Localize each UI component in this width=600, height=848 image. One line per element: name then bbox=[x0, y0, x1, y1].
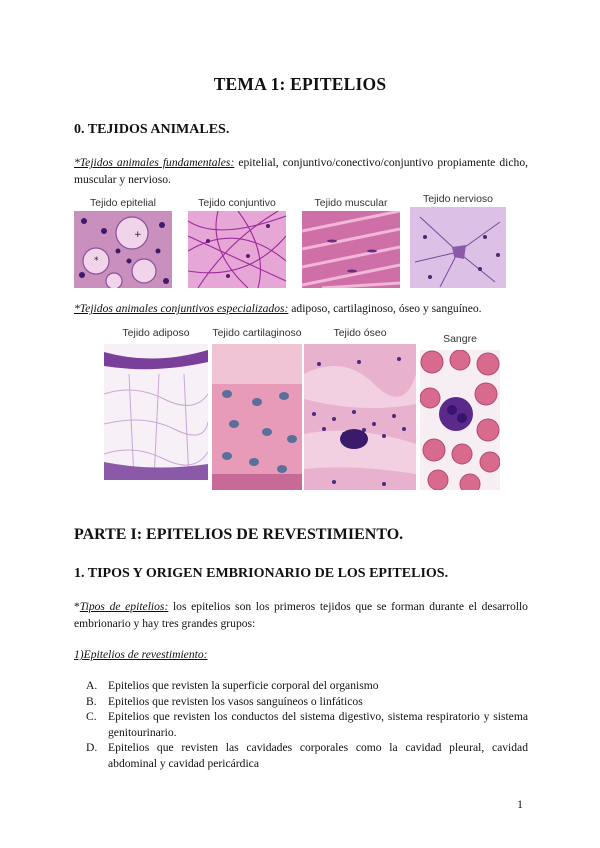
caption-tejido-muscular: Tejido muscular bbox=[302, 196, 400, 211]
list-item bbox=[86, 709, 528, 740]
image-tejido-conjuntivo bbox=[188, 196, 286, 288]
list-revestimiento bbox=[86, 678, 528, 771]
image-tejido-nervioso bbox=[410, 192, 506, 288]
asterisk: * bbox=[74, 600, 80, 613]
list-item bbox=[86, 694, 528, 710]
list-item-text: Epitelios que revisten los vasos sanguíneos o linfáticos bbox=[108, 694, 363, 708]
list-marker: A. bbox=[86, 679, 98, 692]
list-item-text: Epitelios que revisten las cavidades corporales como la cavidad pleural, cavidad abdominal y cavidad pericárdica bbox=[108, 741, 528, 770]
list-item-text: Epitelios que revisten los conductos del sistema digestivo, sistema respiratorio y sistema genitourinario. bbox=[108, 710, 528, 739]
section-heading-tipos: 1. TIPOS Y ORIGEN EMBRIONARIO DE LOS EPITELIOS. bbox=[74, 566, 449, 581]
paragraph-especializados bbox=[74, 300, 528, 317]
image-tejido-muscular bbox=[302, 196, 400, 288]
group-1-label-text: 1)Epitelios de revestimiento: bbox=[74, 648, 208, 661]
list-item-text: Epitelios que revisten la superficie corporal del organismo bbox=[108, 679, 379, 692]
paragraph-fundamental bbox=[74, 154, 528, 188]
label-fundamental: *Tejidos animales fundamentales: bbox=[74, 156, 235, 169]
svg-text:*: * bbox=[94, 256, 99, 266]
list-marker: C. bbox=[86, 710, 97, 723]
label-grupo-1 bbox=[74, 646, 528, 663]
text-especializados: adiposo, cartilaginoso, óseo y sanguíneo. bbox=[288, 302, 482, 315]
list-marker: D. bbox=[86, 741, 98, 754]
image-tejido-epitelial bbox=[74, 196, 172, 288]
list-item bbox=[86, 740, 528, 771]
image-tejido-adiposo bbox=[104, 326, 208, 480]
caption-tejido-epitelial: Tejido epitelial bbox=[74, 196, 172, 211]
page-title: TEMA 1: EPITELIOS bbox=[213, 74, 387, 94]
caption-tejido-cartilaginoso: Tejido cartilaginoso bbox=[212, 326, 302, 344]
list-marker: B. bbox=[86, 694, 97, 708]
part-heading: PARTE I: EPITELIOS DE REVESTIMIENTO. bbox=[74, 526, 404, 543]
image-sangre bbox=[420, 332, 500, 490]
text-tipos: los epitelios son los primeros tejidos que se forman durante el desarrollo embrionario y hay tres grandes grupos: bbox=[74, 600, 528, 630]
caption-tejido-nervioso: Tejido nervioso bbox=[410, 192, 506, 207]
caption-tejido-conjuntivo: Tejido conjuntivo bbox=[188, 196, 286, 211]
caption-sangre: Sangre bbox=[420, 332, 500, 350]
caption-tejido-oseo: Tejido óseo bbox=[304, 326, 416, 344]
label-especializados: *Tejidos animales conjuntivos especializados: bbox=[74, 302, 289, 315]
svg-text:+: + bbox=[134, 230, 142, 240]
paragraph-tipos bbox=[74, 598, 528, 632]
image-tejido-cartilaginoso bbox=[212, 326, 302, 490]
caption-tejido-adiposo: Tejido adiposo bbox=[104, 326, 208, 344]
text-fundamental: epitelial, conjuntivo/conectivo/conjuntivo propiamente dicho, muscular y nervioso. bbox=[74, 156, 529, 186]
image-tejido-oseo bbox=[304, 326, 416, 490]
label-tipos: Tipos de epitelios: bbox=[79, 600, 169, 613]
list-item bbox=[86, 678, 528, 694]
section-heading-tejidos: 0. TEJIDOS ANIMALES. bbox=[74, 122, 230, 137]
page-number: 1 bbox=[517, 797, 523, 811]
